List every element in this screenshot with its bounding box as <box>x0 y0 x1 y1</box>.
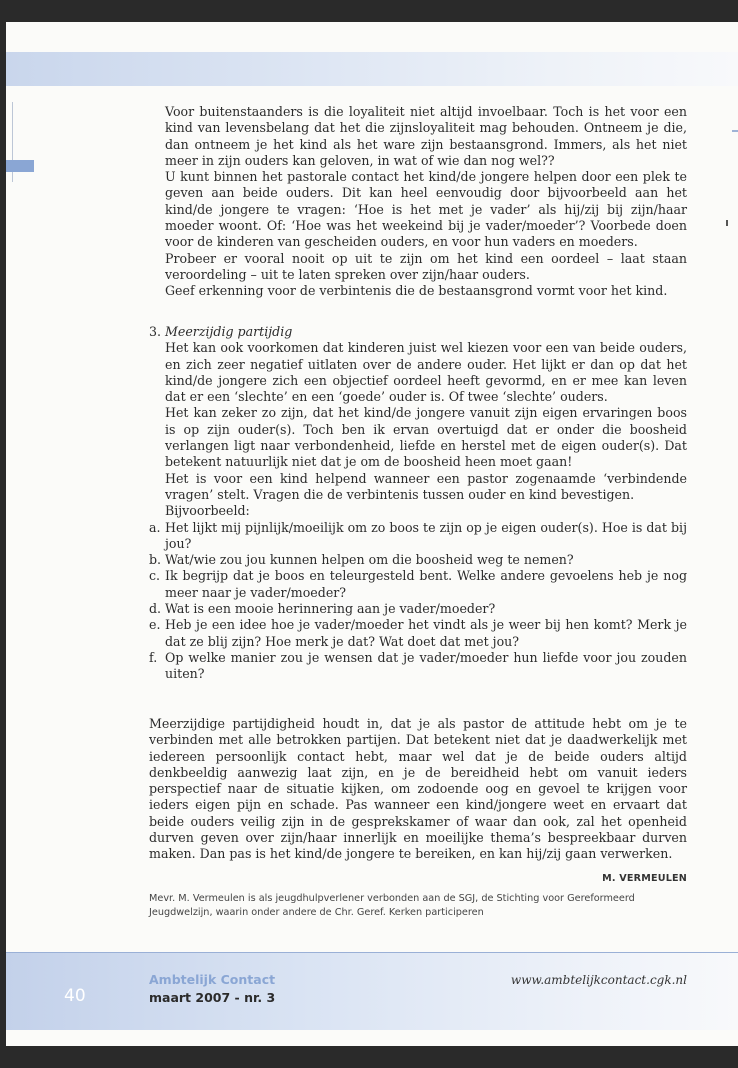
section-body <box>165 340 687 519</box>
section-title: Meerzijdig partijdig <box>165 324 293 339</box>
list-item <box>149 601 687 617</box>
list-letter: d. <box>149 601 162 617</box>
section-number: 3. <box>149 324 162 339</box>
document-page <box>6 22 738 1046</box>
list-text: Wat/wie zou jou kunnen helpen om die boosheid weg te nemen? <box>165 552 574 568</box>
section-paragraph-4: Bijvoorbeeld: <box>165 503 250 519</box>
list-item <box>149 520 687 553</box>
margin-tick <box>732 130 738 132</box>
list-letter: e. <box>149 617 161 633</box>
closing-paragraph: Meerzijdige partijdigheid houdt in, dat je als pastor de attitude hebt om je te verbinden met alle betrokken partijen. Dat betekent niet dat je daadwerkelijk met iedereen persoonlijk contact hebt, maar wel dat je de beide ouders altijd denkbeeldig aanwezig laat zijn, en je de bereidheid hebt om vanuit ieders perspectief naar de situatie kijken, om zodoende oog en gevoel te krijgen voor ieders eigen pijn en schade. Pas wanneer een kind/jongere weet en ervaart dat beide ouders veilig zijn in de gesprekskamer of waar dan ook, zal het openheid durven geven over zijn/haar innerlijk en moeilijke thema’s bespreekbaar durven maken. Dan pas is het kind/de jongere te bereiken, en kan hij/zij gaan verwerken. <box>149 716 687 862</box>
issue-label: maart 2007 - nr. 3 <box>149 990 276 1005</box>
list-letter: c. <box>149 568 161 584</box>
list-item <box>149 568 687 601</box>
list-item <box>149 552 687 568</box>
list-text: Ik begrijp dat je boos en teleurgesteld bent. Welke andere gevoelens heb je nog meer naar je vader/moeder? <box>165 568 687 600</box>
margin-dot <box>726 220 728 226</box>
section-paragraph-2: Het kan zeker zo zijn, dat het kind/de jongere vanuit zijn eigen ervaringen boos is op zijn ouder(s). Toch ben ik ervan overtuigd dat er onder die boosheid verlangen ligt naar verbondenheid, liefde en herstel met de eigen ouder(s). Dat betekent natuurlijk niet dat je om de boosheid heen moet gaan! <box>165 405 687 470</box>
list-letter: f. <box>149 649 158 665</box>
list-letter: a. <box>149 519 161 535</box>
website-url: www.ambtelijkcontact.cgk.nl <box>510 973 687 987</box>
magazine-name: Ambtelijk Contact <box>149 972 276 987</box>
intro-block <box>165 104 687 300</box>
list-item <box>149 650 687 683</box>
footer-rule <box>6 952 738 953</box>
list-text: Wat is een mooie herinnering aan je vader/moeder? <box>165 601 496 617</box>
author-note: Mevr. M. Vermeulen is als jeugdhulpverlener verbonden aan de SGJ, de Stichting voor Gereformeerd Jeugdwelzijn, waarin onder andere de Chr. Geref. Kerken participeren <box>149 893 635 918</box>
list-text: Op welke manier zou je wensen dat je vader/moeder hun liefde voor jou zouden uiten? <box>165 649 687 682</box>
header-band <box>6 52 738 86</box>
intro-paragraph-3: Probeer er vooral nooit op uit te zijn om het kind een oordeel – laat staan veroordeling – uit te laten spreken over zijn/haar ouders. <box>165 250 687 282</box>
list-letter: b. <box>149 552 162 568</box>
section-paragraph-3: Het is voor een kind helpend wanneer een pastor zogenaamde ‘verbindende vragen’ stelt. Vragen die de verbintenis tussen ouder en kind bevestigen. <box>165 470 687 502</box>
list-text: Heb je een idee hoe je vader/moeder het vindt als je weer bij hen komt? Merk je dat ze blij zijn? Hoe merk je dat? Wat doet dat met jou? <box>165 617 687 649</box>
page-number: 40 <box>64 986 86 1006</box>
margin-marker <box>6 160 34 172</box>
closing-block <box>149 716 687 863</box>
question-list <box>149 520 687 683</box>
intro-paragraph-4: Geef erkenning voor de verbintenis die de bestaansgrond vormt voor het kind. <box>165 283 668 299</box>
footer-band <box>6 952 738 1030</box>
intro-paragraph-1: Voor buitenstaanders is die loyaliteit niet altijd invoelbaar. Toch is het voor een kind van levensbelang dat het die zijnsloyaliteit mag behouden. Ontneem je die, dan ontneem je het kind als het ware zijn bestaansgrond. Immers, als het niet meer in zijn ouders kan geloven, in wat of wie dan nog wel?? <box>165 104 687 168</box>
list-item <box>149 617 687 650</box>
section-heading <box>149 324 687 340</box>
intro-paragraph-2: U kunt binnen het pastorale contact het kind/de jongere helpen door een plek te geven aan beide ouders. Dit kan heel eenvoudig door bijvoorbeeld aan het kind/de jongere te vragen: ‘Hoe is het met je vader’ als hij/zij bij zijn/haar moeder woont. Of: ‘Hoe was het weekeind bij je vader/moeder’? Voorbede doen voor de kinderen van gescheiden ouders, en voor hun vaders en moeders. <box>165 169 687 250</box>
list-text: Het lijkt mij pijnlijk/moeilijk om zo boos te zijn op je eigen ouder(s). Hoe is dat bij jou? <box>165 519 687 551</box>
section-3 <box>149 324 687 683</box>
section-paragraph-1: Het kan ook voorkomen dat kinderen juist wel kiezen voor een van beide ouders, en zich zeer negatief uitlaten over de andere ouder. Het lijkt er dan op dat het kind/de jongere zich een objectief oordeel heeft gevormd, en er mee kan leven dat er een ‘slechte’ en een ‘goede’ ouder is. Of twee ‘slechte’ ouders. <box>165 340 687 405</box>
author-name: M. VERMEULEN <box>602 873 687 884</box>
